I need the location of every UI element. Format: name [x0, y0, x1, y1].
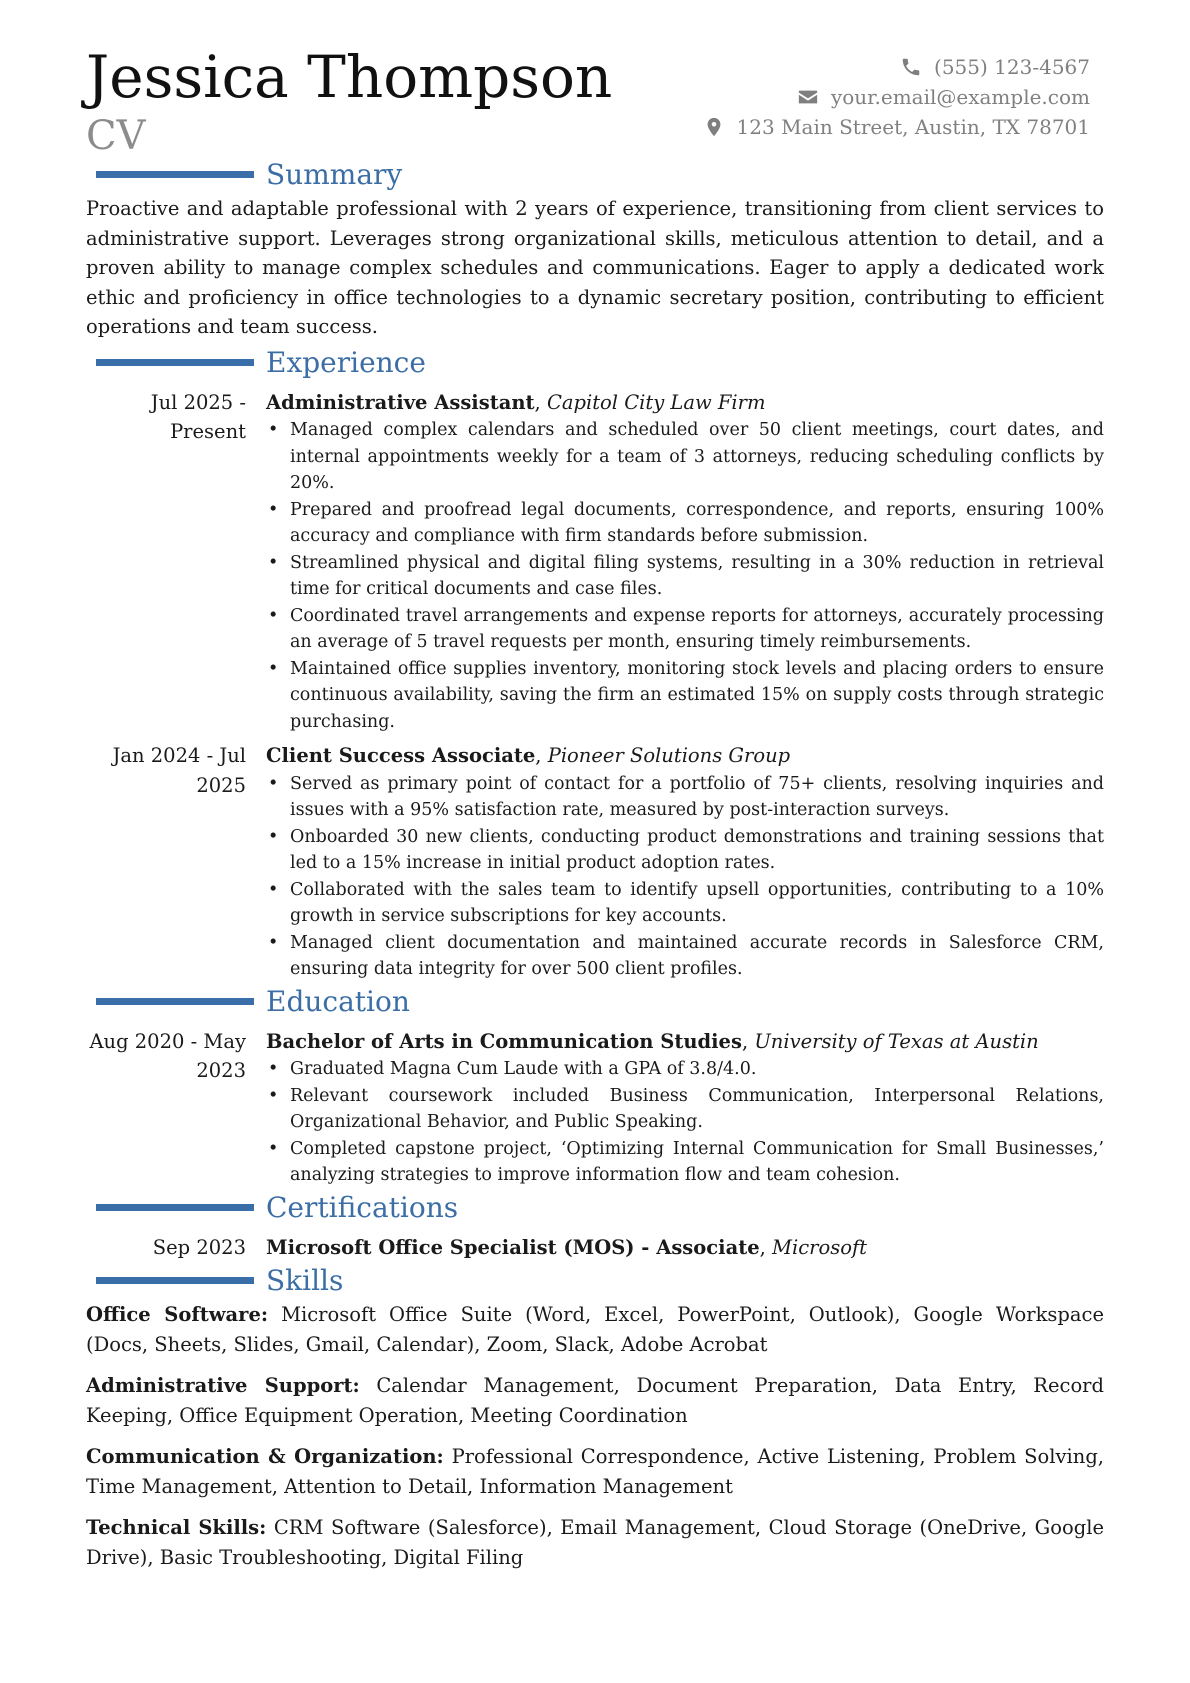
job-title: Client Success Associate [266, 744, 536, 767]
bullet-list [266, 417, 1104, 735]
bullet-item: • Managed complex calendars and scheduled over 50 client meetings, court dates, and internal appointments weekly for a team of 3 attorneys, reducing scheduling conflicts by 20%. [290, 417, 1104, 497]
section-title-skills: Skills [266, 1264, 344, 1297]
section-accent-bar [96, 1277, 254, 1284]
bullet-item: • Onboarded 30 new clients, conducting product demonstrations and training sessions that led to a 15% increase in initial product adoption rates. [290, 824, 1104, 877]
section-header-skills [86, 1262, 1104, 1300]
skill-category: Technical Skills: [86, 1516, 267, 1539]
section-header-experience [86, 344, 1104, 382]
section-accent-bar [96, 171, 254, 178]
skill-category: Communication & Organization: [86, 1445, 444, 1468]
certification-issuer: Microsoft [772, 1235, 868, 1259]
experience-entry [86, 388, 1104, 736]
institution: University of Texas at Austin [754, 1029, 1039, 1053]
bullet-item: • Collaborated with the sales team to identify upsell opportunities, contributing to a 10% growth in service subscriptions for key accounts. [290, 877, 1104, 930]
entry-title: Administrative Assistant, Capitol City Law Firm [266, 390, 766, 414]
entry-body [266, 1027, 1104, 1189]
skill-category: Office Software: [86, 1303, 269, 1326]
phone-number[interactable]: (555) 123-4567 [934, 55, 1090, 79]
skill-row [86, 1442, 1104, 1501]
section-accent-bar [96, 359, 254, 366]
entry-title: Client Success Associate, Pioneer Solutions Group [266, 744, 791, 767]
skills-list [86, 1300, 1104, 1572]
employer: Capitol City Law Firm [546, 390, 766, 414]
skill-items: CRM Software (Salesforce), Email Management, Cloud Storage (OneDrive, Google Drive), Basic Troubleshooting, Digital Filing [86, 1516, 1104, 1569]
certification-title: Microsoft Office Specialist (MOS) - Associate [266, 1235, 760, 1259]
document-label: CV [86, 113, 146, 159]
bullet-item: • Managed client documentation and maintained accurate records in Salesforce CRM, ensuring data integrity for over 500 client profiles. [290, 930, 1104, 983]
section-title-certifications: Certifications [266, 1190, 459, 1224]
entry-date: Sep 2023 [152, 1235, 246, 1259]
skill-row [86, 1513, 1104, 1572]
section-accent-bar [96, 998, 254, 1005]
contact-address [703, 112, 1090, 142]
entry-title: Bachelor of Arts in Communication Studies, University of Texas at Austin [266, 1029, 1039, 1053]
bullet-item: • Completed capstone project, ‘Optimizing Internal Communication for Small Businesses,’ analyzing strategies to improve information flow and team cohesion. [290, 1136, 1104, 1189]
certification-entry [86, 1233, 1104, 1263]
contact-phone [703, 52, 1090, 82]
section-header-certifications [86, 1189, 1104, 1227]
candidate-name: Jessica Thompson [86, 43, 613, 111]
section-accent-bar [96, 1204, 254, 1211]
entry-date: Aug 2020 - May 2023 [89, 1029, 246, 1082]
contact-block [703, 52, 1090, 142]
job-title: Administrative Assistant [266, 390, 535, 414]
degree-title: Bachelor of Arts in Communication Studies [266, 1029, 742, 1053]
experience-entry [86, 741, 1104, 983]
bullet-item: • Relevant coursework included Business Communication, Interpersonal Relations, Organizational Behavior, and Public Speaking. [290, 1083, 1104, 1136]
street-address: 123 Main Street, Austin, TX 78701 [736, 115, 1090, 139]
map-pin-icon [703, 116, 725, 138]
entry-body [266, 1233, 1104, 1263]
contact-email [703, 82, 1090, 112]
bullet-item: • Maintained office supplies inventory, monitoring stock levels and placing orders to ensure continuous availability, saving the firm an estimated 15% on supply costs through strategic purchasing. [290, 656, 1104, 736]
section-title-summary: Summary [266, 158, 403, 191]
bullet-item: • Streamlined physical and digital filing systems, resulting in a 30% reduction in retrieval time for critical documents and case files. [290, 550, 1104, 603]
bullet-item: • Prepared and proofread legal documents, correspondence, and reports, ensuring 100% accuracy and compliance with firm standards before submission. [290, 497, 1104, 550]
phone-icon [900, 56, 922, 78]
skill-category: Administrative Support: [86, 1374, 360, 1397]
entry-body [266, 741, 1104, 983]
section-title-education: Education [266, 984, 410, 1018]
employer: Pioneer Solutions Group [547, 744, 791, 767]
entry-date: Jan 2024 - Jul 2025 [112, 744, 246, 797]
bullet-item: • Served as primary point of contact for a portfolio of 75+ clients, resolving inquiries and issues with a 95% satisfaction rate, measured by post-interaction surveys. [290, 771, 1104, 824]
cv-content [86, 156, 1104, 1584]
skill-items: Microsoft Office Suite (Word, Excel, PowerPoint, Outlook), Google Workspace (Docs, Sheets, Slides, Gmail, Calendar), Zoom, Slack, Adobe Acrobat [86, 1303, 1104, 1356]
entry-title: Microsoft Office Specialist (MOS) - Associate, Microsoft [266, 1235, 868, 1259]
bullet-list [266, 1056, 1104, 1189]
bullet-item: • Coordinated travel arrangements and expense reports for attorneys, accurately processing an average of 5 travel requests per month, ensuring timely reimbursements. [290, 603, 1104, 656]
skill-row [86, 1300, 1104, 1359]
section-header-summary [86, 156, 1104, 194]
education-entry [86, 1027, 1104, 1189]
envelope-icon [797, 86, 819, 108]
skill-row [86, 1371, 1104, 1430]
section-title-experience: Experience [266, 345, 426, 379]
entry-date: Jul 2025 - Present [150, 390, 246, 443]
section-header-education [86, 983, 1104, 1021]
skill-items: Professional Correspondence, Active Listening, Problem Solving, Time Management, Attention to Detail, Information Management [86, 1445, 1105, 1498]
cv-header [86, 42, 1090, 160]
entry-body [266, 388, 1104, 736]
skill-items: Calendar Management, Document Preparation, Data Entry, Record Keeping, Office Equipment Operation, Meeting Coordination [86, 1374, 1104, 1427]
bullet-item: • Graduated Magna Cum Laude with a GPA of 3.8/4.0. [290, 1056, 1104, 1083]
email-address[interactable]: your.email@example.com [830, 85, 1090, 109]
bullet-list [266, 771, 1104, 983]
summary-text: Proactive and adaptable professional with 2 years of experience, transitioning from client services to administrative support. Leverages strong organizational skills, meticulous attention to detail, and a proven ability to manage complex schedules and communications. Eager to apply a dedicated work ethic and proficiency in office technologies to a dynamic secretary position, contributing to efficient operations and team success. [86, 197, 1104, 338]
